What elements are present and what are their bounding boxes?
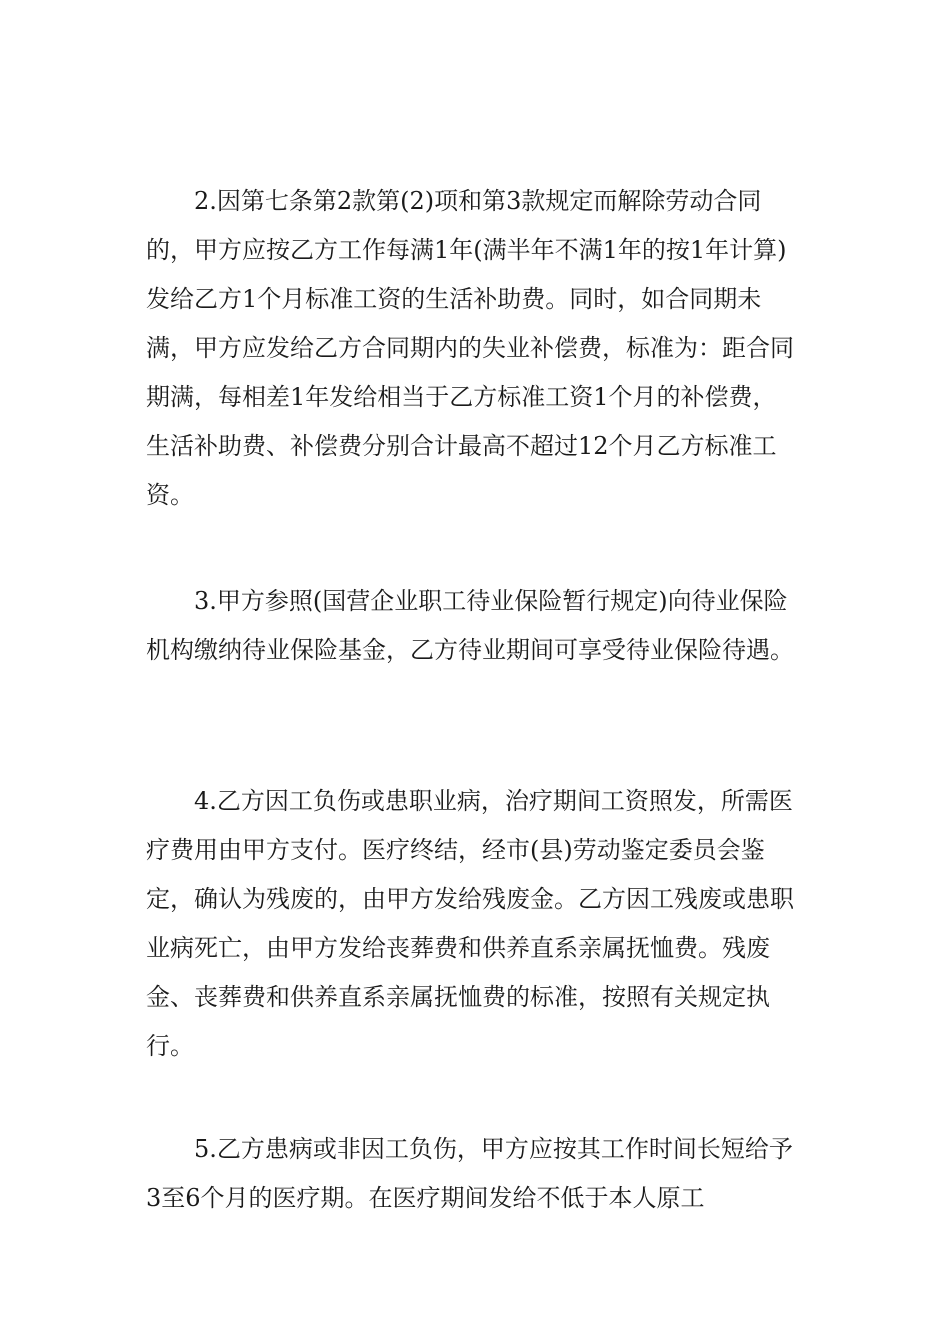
- paragraph-clause-5: 5.乙方患病或非因工负伤，甲方应按其工作时间长短给予3至6个月的医疗期。在医疗期间发给不低于本人原工: [146, 1135, 793, 1212]
- paragraph-clause-2: 2.因第七条第2款第(2)项和第3款规定而解除劳动合同的，甲方应按乙方工作每满1年(满半年不满1年的按1年计算)发给乙方1个月标准工资的生活补助费。同时，如合同期未满，甲方应发给乙方合同期内的失业补偿费，标准为：距合同期满，每相差1年发给相当于乙方标准工资1个月的补偿费，生活补助费、补偿费分别合计最高不超过12个月乙方标准工资。: [146, 187, 794, 509]
- paragraph-clause-4: 4.乙方因工负伤或患职业病，治疗期间工资照发，所需医疗费用由甲方支付。医疗终结，经市(县)劳动鉴定委员会鉴定，确认为残废的，由甲方发给残废金。乙方因工残废或患职业病死亡，由甲方发给丧葬费和供养直系亲属抚恤费。残废金、丧葬费和供养直系亲属抚恤费的标准，按照有关规定执行。: [146, 787, 794, 1060]
- paragraph-clause-3: 3.甲方参照(国营企业职工待业保险暂行规定)向待业保险机构缴纳待业保险基金，乙方待业期间可享受待业保险待遇。: [146, 587, 794, 664]
